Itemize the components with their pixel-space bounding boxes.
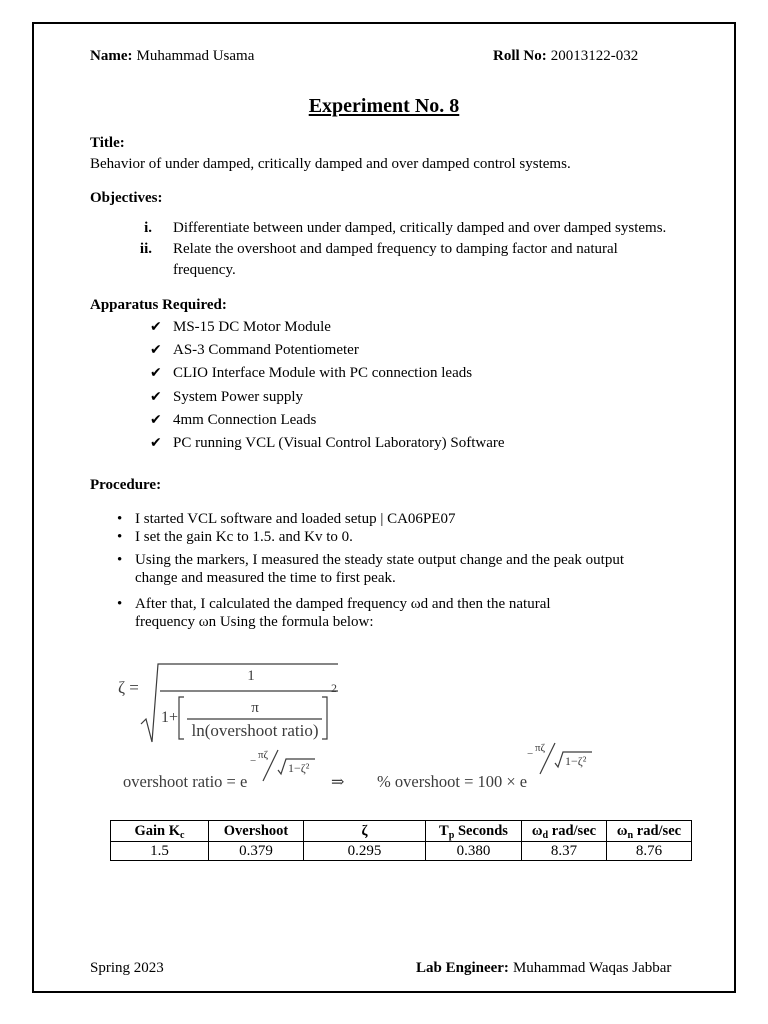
objectives-heading: Objectives:	[90, 190, 163, 206]
cell-zeta: 0.295	[304, 842, 426, 861]
zeta-lhs: ζ =	[118, 678, 139, 697]
exponent-denominator: 1−ζ²	[565, 754, 587, 768]
ln-term: ln(overshoot ratio)	[191, 721, 319, 740]
check-icon	[150, 434, 162, 452]
apparatus-item: MS-15 DC Motor Module	[173, 319, 331, 335]
procedure-step: I started VCL software and loaded setup | CA06PE07	[135, 511, 456, 527]
engineer-name: Muhammad Waqas Jabbar	[512, 960, 672, 976]
one-plus: 1+	[161, 709, 179, 726]
header-subscript: c	[180, 830, 185, 841]
procedure-step: I set the gain Kc to 1.5. and Kv to 0.	[135, 529, 353, 545]
results-table	[110, 820, 692, 861]
cell-peak-time: 0.380	[426, 842, 522, 861]
student-name	[90, 47, 254, 65]
list-item	[0, 388, 768, 411]
roll-value: 20013122-032	[550, 48, 639, 64]
apparatus-item: System Power supply	[173, 388, 304, 405]
exponent-denominator: 1−ζ²	[288, 761, 310, 775]
list-item	[0, 364, 768, 387]
engineer-label: Lab Engineer:	[416, 960, 509, 976]
header-subscript: d	[542, 830, 549, 841]
check-icon	[150, 411, 162, 429]
check-icon	[150, 388, 162, 406]
header-subscript: n	[627, 830, 634, 841]
list-item	[0, 318, 768, 341]
header-text: T	[439, 823, 449, 839]
apparatus-item: PC running VCL (Visual Control Laboratory) Software	[173, 434, 505, 451]
name-label: Name:	[90, 48, 133, 64]
objective-text: Relate the overshoot and damped frequency to damping factor and natural	[173, 241, 618, 257]
apparatus-item: CLIO Interface Module with PC connection leads	[173, 365, 473, 382]
power: 2	[331, 681, 337, 695]
procedure-step-continued: frequency ωn Using the formula below:	[135, 614, 374, 630]
header-damped-frequency	[522, 821, 607, 842]
apparatus-item: AS-3 Command Potentiometer	[173, 342, 359, 359]
numerator: 1	[247, 668, 255, 684]
cell-overshoot: 0.379	[209, 842, 304, 861]
left-bracket	[179, 697, 184, 739]
damping-formula	[100, 648, 620, 800]
bullet-icon	[117, 510, 122, 528]
cell-natural-frequency: 8.76	[607, 842, 692, 861]
apparatus-heading: Apparatus Required:	[90, 297, 227, 313]
header-gain	[111, 821, 209, 842]
exponent-percent	[527, 742, 592, 774]
objective-marker: i.	[144, 220, 152, 236]
bullet-icon	[117, 595, 122, 613]
header-text: ω	[531, 823, 543, 839]
exponent-numerator: πζ	[258, 749, 269, 761]
header-text: Overshoot	[223, 823, 289, 839]
footer-semester: Spring 2023	[90, 960, 164, 976]
bullet-icon	[117, 551, 122, 569]
header-suffix: rad/sec	[633, 823, 682, 839]
cell-damped-frequency: 8.37	[522, 842, 607, 861]
check-icon	[150, 364, 162, 382]
implies-arrow: ⇒	[331, 772, 345, 791]
roll-label: Roll No:	[493, 48, 547, 64]
cell-gain: 1.5	[111, 842, 209, 861]
header-suffix: rad/sec	[548, 823, 597, 839]
header-overshoot	[209, 821, 304, 842]
exponent-minus: −	[527, 748, 534, 760]
objective-text-continued: frequency.	[173, 262, 236, 278]
header-text: ω	[616, 823, 628, 839]
right-bracket	[322, 697, 327, 739]
footer-lab-engineer	[416, 959, 671, 977]
header-peak-time	[426, 821, 522, 842]
header-zeta	[304, 821, 426, 842]
procedure-step: Using the markers, I measured the steady state output change and the peak output	[135, 552, 625, 568]
header-text: ζ	[361, 823, 368, 839]
experiment-title-text: Experiment No. 8	[308, 95, 460, 117]
title-heading: Title:	[90, 135, 125, 151]
header-natural-frequency	[607, 821, 692, 842]
pi-symbol: π	[251, 700, 259, 716]
list-item	[0, 341, 768, 364]
list-item	[0, 411, 768, 434]
apparatus-list	[0, 318, 768, 457]
table-row	[111, 842, 692, 861]
header-suffix: Seconds	[454, 823, 508, 839]
check-icon	[150, 341, 162, 359]
percent-overshoot-lhs: % overshoot = 100 × e	[377, 772, 528, 791]
exponent-numerator: πζ	[535, 742, 546, 754]
header-text: Gain K	[134, 823, 181, 839]
table-header-row	[111, 821, 692, 842]
title-text: Behavior of under damped, critically damped and over damped control systems.	[90, 156, 571, 172]
list-item	[0, 434, 768, 457]
apparatus-item: 4mm Connection Leads	[173, 411, 317, 428]
roll-number	[493, 47, 638, 65]
overshoot-ratio-lhs: overshoot ratio = e	[123, 772, 248, 791]
experiment-title	[0, 95, 768, 117]
objective-text: Differentiate between under damped, critically damped and over damped systems.	[173, 220, 667, 236]
header-subscript: p	[448, 830, 455, 841]
procedure-step-continued: change and measured the time to first peak.	[135, 570, 396, 586]
exponent-minus: −	[250, 755, 257, 767]
check-icon	[150, 318, 162, 336]
procedure-step: After that, I calculated the damped frequency ωd and then the natural	[135, 596, 551, 612]
exponent-ratio	[250, 749, 315, 781]
objective-marker: ii.	[139, 241, 152, 257]
name-value: Muhammad Usama	[136, 48, 255, 64]
procedure-heading: Procedure:	[90, 477, 162, 493]
bullet-icon	[117, 528, 122, 546]
